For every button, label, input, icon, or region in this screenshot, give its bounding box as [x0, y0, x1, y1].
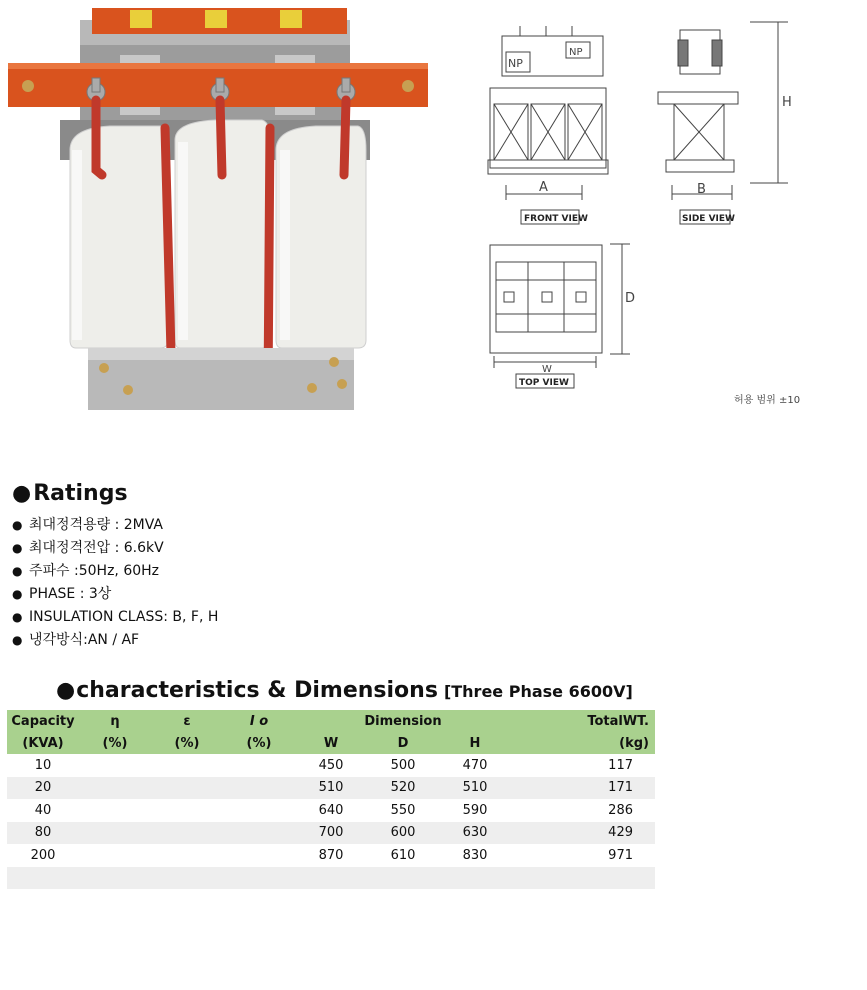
unit-epsilon: (%) [151, 732, 223, 754]
cell-epsilon [151, 822, 223, 845]
cell-total-wt [511, 867, 655, 890]
cell-capacity: 40 [34, 802, 52, 818]
cell-epsilon [151, 799, 223, 822]
side-view-label: SIDE VIEW [682, 214, 735, 224]
cell-w [295, 867, 367, 890]
cell-d: 550 [390, 802, 416, 818]
col-epsilon: ε [151, 710, 223, 732]
cell-h: 630 [439, 822, 511, 845]
ratings-title: Ratings [33, 481, 128, 506]
cell-w: 450 [318, 757, 344, 773]
unit-kva: (KVA) [7, 732, 79, 754]
bullet-icon: ● [12, 587, 23, 601]
cell-d: 520 [367, 777, 439, 800]
table-row [7, 867, 655, 890]
cell-capacity: 10 [34, 757, 52, 773]
rating-text: 최대정격용량 : 2MVA [29, 517, 164, 533]
cell-total-wt: 171 [511, 777, 655, 800]
cell-h: 470 [462, 757, 488, 773]
col-eta: η [79, 710, 151, 732]
col-d: D [367, 732, 439, 754]
cell-eta [79, 754, 151, 777]
bullet-icon: ● [12, 633, 23, 647]
dim-b-label: B [697, 182, 706, 197]
unit-eta: (%) [79, 732, 151, 754]
cell-epsilon [151, 754, 223, 777]
cell-w: 700 [295, 822, 367, 845]
cell-w: 510 [295, 777, 367, 800]
cell-capacity: 20 [7, 777, 79, 800]
characteristics-heading [56, 678, 633, 703]
cell-eta [79, 844, 151, 867]
table-row [7, 822, 655, 845]
transformer-photo [0, 0, 440, 412]
cell-h: 510 [439, 777, 511, 800]
cell-total-wt: 286 [608, 802, 633, 818]
cell-io [223, 867, 295, 890]
cell-d: 600 [367, 822, 439, 845]
col-dimension: Dimension [295, 710, 511, 732]
cell-capacity [7, 867, 79, 890]
col-h: H [439, 732, 511, 754]
dim-a-label: A [539, 180, 548, 195]
cell-total-wt: 971 [608, 847, 633, 863]
np-label-right: NP [569, 47, 583, 58]
col-total-wt: TotalWT. [511, 710, 655, 732]
bullet-icon: ● [12, 481, 32, 506]
cell-eta [79, 867, 151, 890]
cell-io [223, 754, 295, 777]
rating-item [12, 537, 218, 560]
cell-capacity: 200 [30, 847, 56, 863]
spec-table [7, 710, 655, 889]
cell-total-wt: 117 [608, 757, 633, 773]
cell-h: 830 [462, 847, 488, 863]
cell-epsilon [151, 844, 223, 867]
characteristics-subtitle: [Three Phase 6600V] [443, 682, 633, 701]
table-header-row [7, 732, 655, 754]
table-row [7, 777, 655, 800]
bullet-icon: ● [12, 541, 23, 555]
rating-text: INSULATION CLASS: B, F, H [29, 609, 219, 625]
tolerance-note: 허용 범위 ±10 [734, 395, 801, 406]
col-w: W [295, 732, 367, 754]
cell-io [223, 822, 295, 845]
cell-d [367, 867, 439, 890]
rating-item [12, 583, 218, 606]
top-view-label: TOP VIEW [519, 378, 569, 388]
front-view-label: FRONT VIEW [524, 214, 588, 224]
ratings-heading [12, 481, 128, 506]
cell-d: 500 [390, 757, 416, 773]
unit-kg: (kg) [511, 732, 655, 754]
rating-text: 냉각방식:AN / AF [29, 632, 140, 648]
cell-d: 610 [390, 847, 416, 863]
cell-h [439, 867, 511, 890]
cell-eta [79, 822, 151, 845]
ratings-list [12, 514, 218, 652]
table-header-row [7, 710, 655, 732]
rating-text: 최대정격전압 : 6.6kV [29, 540, 164, 556]
col-io: I o [223, 710, 295, 732]
rating-item [12, 560, 218, 583]
characteristics-title: characteristics & Dimensions [76, 678, 438, 703]
outline-drawings [470, 0, 867, 412]
cell-io [223, 777, 295, 800]
cell-io [223, 844, 295, 867]
rating-item [12, 606, 218, 629]
bullet-icon: ● [12, 564, 23, 578]
cell-epsilon [151, 867, 223, 890]
bullet-icon: ● [56, 678, 76, 703]
cell-w: 870 [318, 847, 344, 863]
cell-io [223, 799, 295, 822]
dim-w-label: W [542, 364, 552, 375]
dim-h-label: H [782, 95, 792, 110]
cell-w: 640 [318, 802, 344, 818]
np-label-left: NP [508, 57, 523, 70]
rating-item [12, 629, 218, 652]
rating-item [12, 514, 218, 537]
bullet-icon: ● [12, 610, 23, 624]
rating-text: PHASE : 3상 [29, 586, 112, 602]
table-row [7, 754, 655, 777]
col-capacity: Capacity [7, 710, 79, 732]
table-row [7, 844, 655, 867]
bullet-icon: ● [12, 518, 23, 532]
cell-capacity: 80 [7, 822, 79, 845]
cell-epsilon [151, 777, 223, 800]
cell-total-wt: 429 [511, 822, 655, 845]
cell-eta [79, 799, 151, 822]
rating-text: 주파수 :50Hz, 60Hz [29, 563, 160, 579]
table-row [7, 799, 655, 822]
cell-eta [79, 777, 151, 800]
cell-h: 590 [462, 802, 488, 818]
unit-io: (%) [223, 732, 295, 754]
dim-d-label: D [625, 291, 636, 306]
